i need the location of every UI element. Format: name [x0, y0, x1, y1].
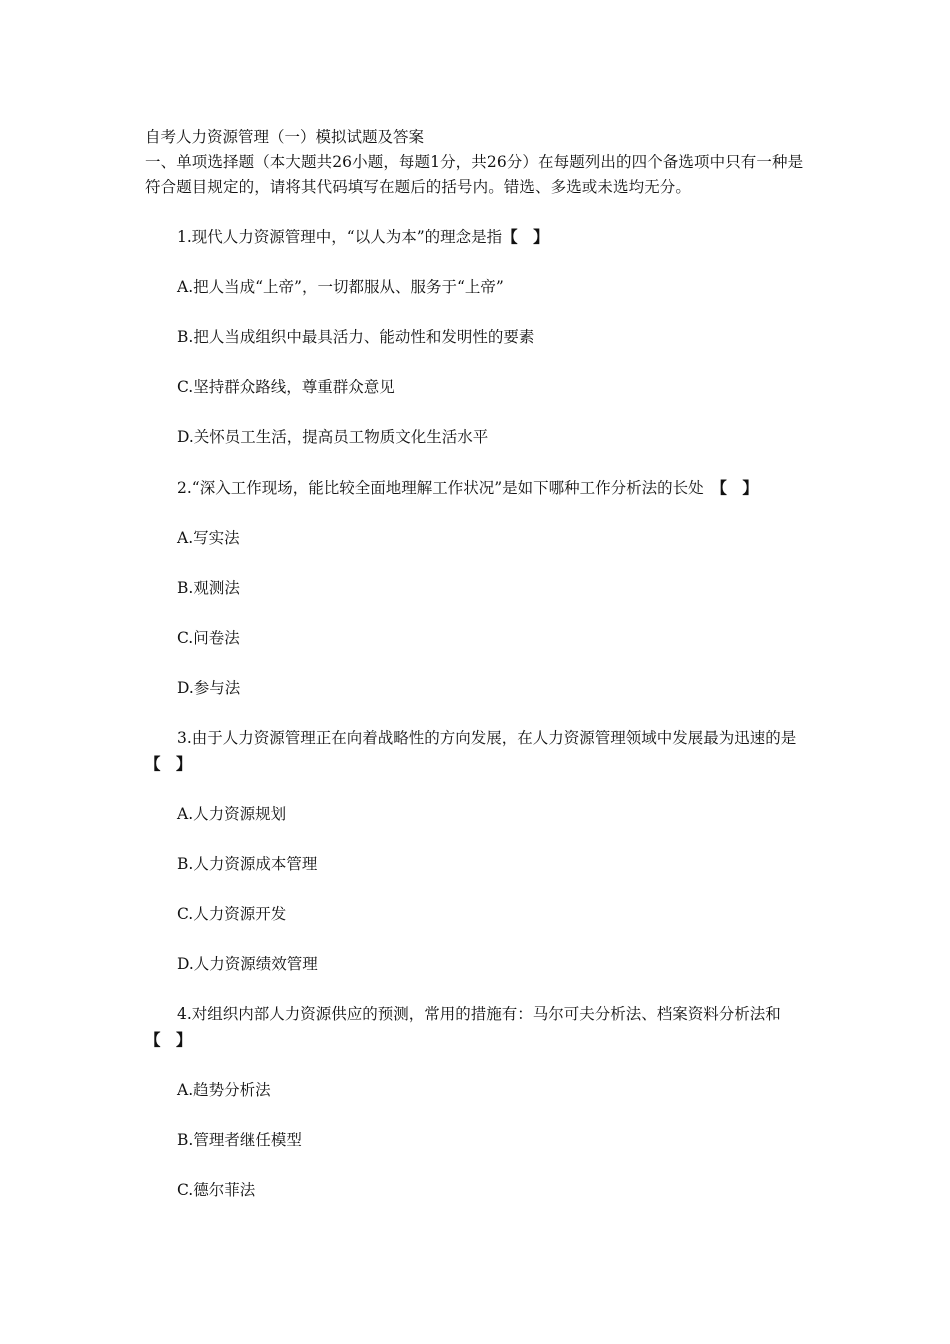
question-2-option-b: B.观测法: [177, 579, 240, 597]
question-1-answer-bracket: 【 】: [502, 227, 549, 246]
question-3-option-b: B.人力资源成本管理: [177, 855, 318, 873]
question-1-stem: 1.现代人力资源管理中，“以人为本”的理念是指: [177, 228, 503, 246]
question-3-answer-bracket: 【 】: [145, 754, 192, 773]
document-body: [145, 125, 815, 1203]
question-3-option-a: A.人力资源规划: [177, 805, 287, 823]
question-2-option-d: D.参与法: [177, 679, 241, 697]
question-4-option-b: B.管理者继任模型: [177, 1131, 302, 1149]
question-3-stem: 3.由于人力资源管理正在向着战略性的方向发展，在人力资源管理领域中发展最为迅速的是: [177, 729, 812, 747]
section-intro: 一、单项选择题（本大题共26小题，每题1分，共26分）在每题列出的四个备选项中只有一种是符合题目规定的，请将其代码填写在题后的括号内。错选、多选或未选均无分。: [145, 153, 804, 196]
question-3-option-c: C.人力资源开发: [177, 905, 287, 923]
question-1-option-d: D.关怀员工生活，提高员工物质文化生活水平: [177, 428, 489, 446]
question-1: [145, 224, 815, 250]
question-2-stem: 2.“深入工作现场，能比较全面地理解工作状况”是如下哪种工作分析法的长处: [177, 479, 720, 497]
question-1-option-c: C.坚持群众路线，尊重群众意见: [177, 378, 395, 396]
question-4-answer-bracket: 【 】: [145, 1030, 192, 1049]
question-2-answer-bracket: 【 】: [719, 478, 758, 497]
question-4-option-a: A.趋势分析法: [177, 1081, 271, 1099]
question-4: [145, 1002, 815, 1053]
document-title: 自考人力资源管理（一）模拟试题及答案: [145, 128, 425, 146]
question-3-option-d: D.人力资源绩效管理: [177, 955, 318, 973]
question-1-option-a: A.把人当成“上帝”，一切都服从、服务于“上帝”: [177, 278, 504, 296]
question-2-option-c: C.问卷法: [177, 629, 240, 647]
question-3: [145, 726, 815, 777]
question-2-option-a: A.写实法: [177, 529, 240, 547]
question-1-option-b: B.把人当成组织中最具活力、能动性和发明性的要素: [177, 328, 535, 346]
question-2: [145, 475, 815, 501]
question-4-stem: 4.对组织内部人力资源供应的预测，常用的措施有：马尔可夫分析法、档案资料分析法和: [177, 1005, 797, 1023]
question-4-option-c: C.德尔菲法: [177, 1181, 256, 1199]
